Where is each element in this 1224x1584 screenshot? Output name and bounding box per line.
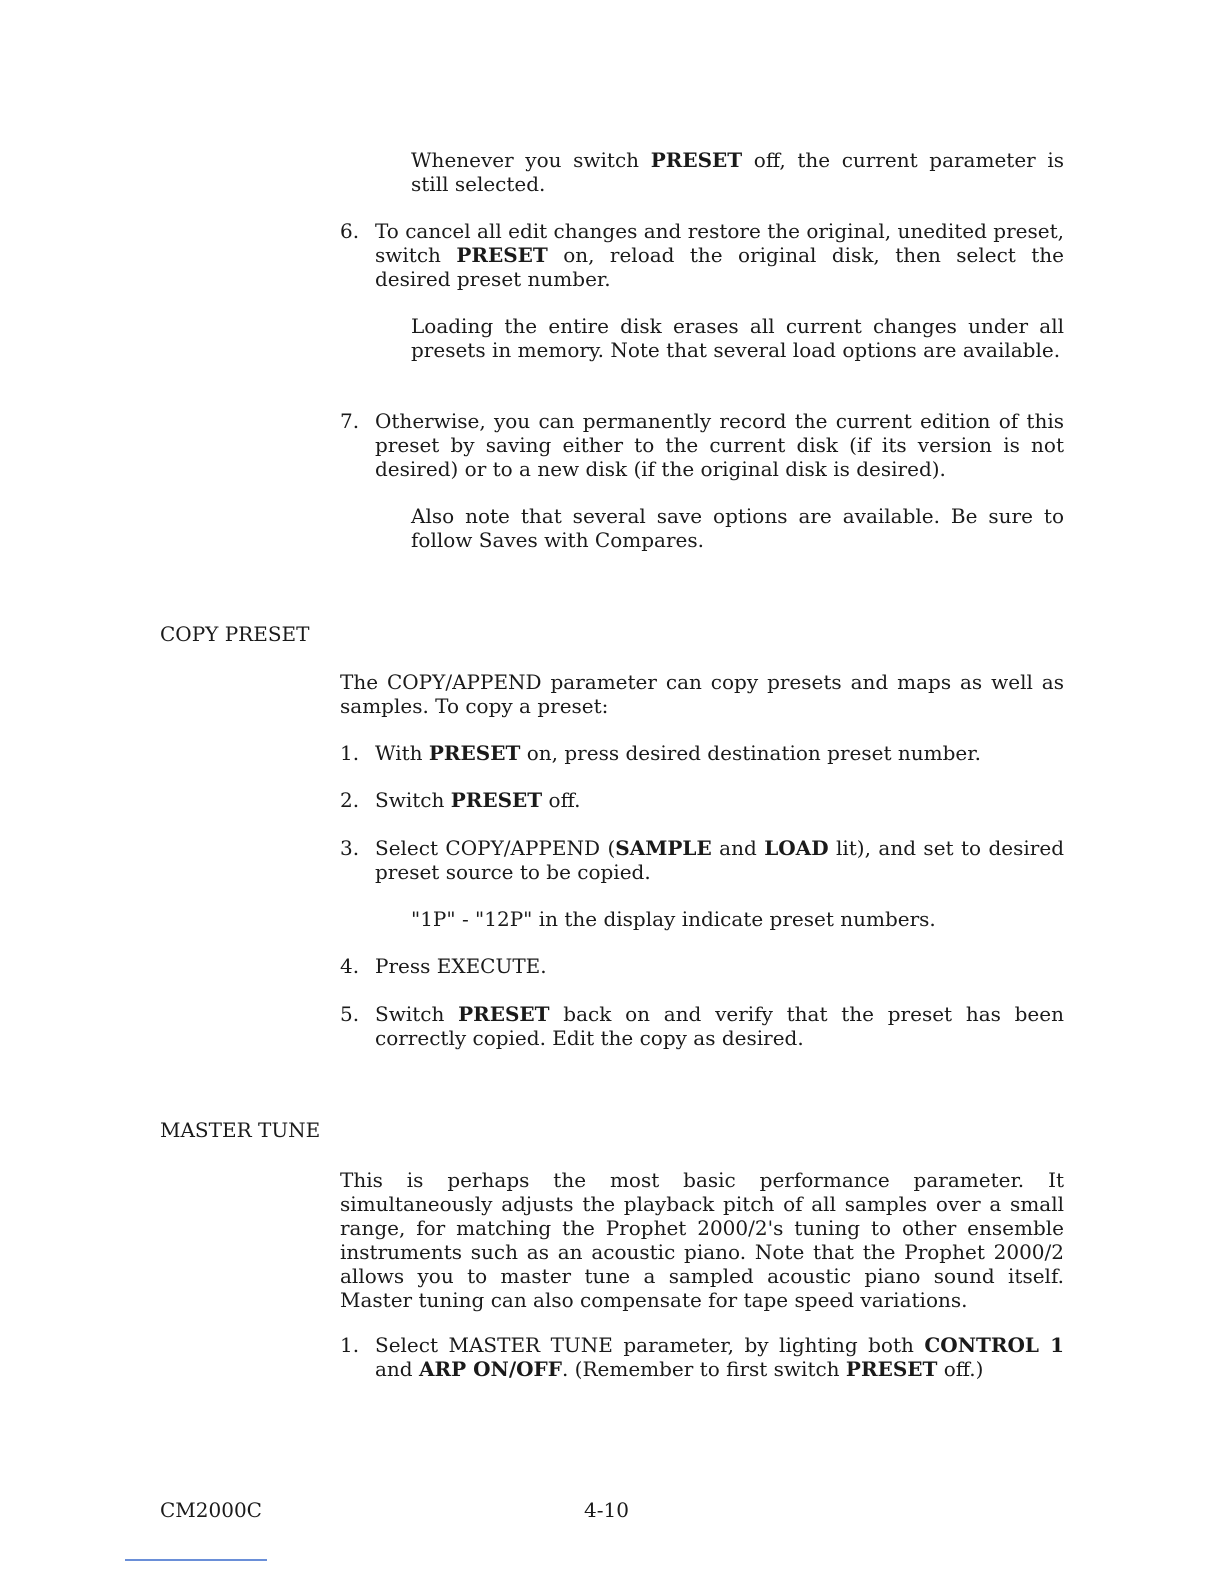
preset-key: PRESET — [428, 741, 521, 765]
preset-key: PRESET — [650, 148, 743, 172]
preset-key: PRESET — [845, 1357, 938, 1381]
copy-step-3-note: "1P" - "12P" in the display indicate preset numbers. — [411, 907, 936, 931]
step-7-text: Otherwise, you can permanently record the current edition of this preset by saving either to the current disk (if its version is not desired) or to a new disk (if the original disk is desired). — [375, 409, 1064, 481]
master-tune-step-1 — [375, 1333, 1064, 1381]
step-7-note: Also note that several save options are available. Be sure to follow Saves with Compares. — [411, 504, 1064, 552]
control-1-key: CONTROL 1 — [924, 1333, 1064, 1357]
section-heading-master-tune: MASTER TUNE — [160, 1118, 321, 1142]
copy-step-3-pre: Select COPY/APPEND ( — [375, 836, 616, 860]
copy-step-1-post: on, press desired destination preset number. — [520, 741, 981, 765]
arp-on-off-key: ARP ON/OFF — [418, 1357, 562, 1381]
copy-step-5-pre: Switch — [375, 1002, 459, 1026]
step-number: 3. — [340, 836, 360, 860]
step-number: 1. — [340, 741, 360, 765]
load-key: LOAD — [764, 836, 829, 860]
preset-key: PRESET — [456, 243, 548, 267]
step-6-text — [375, 219, 1064, 291]
copy-step-4: Press EXECUTE. — [375, 954, 547, 978]
master-step-1-post: off.) — [937, 1357, 984, 1381]
copy-step-2-post: off. — [542, 788, 581, 812]
intro-note-text: Whenever you switch — [411, 148, 651, 172]
step-number: 2. — [340, 788, 360, 812]
preset-key: PRESET — [458, 1002, 550, 1026]
copy-step-5-post: back on and verify that the preset has been correctly copied. Edit the copy as desired. — [375, 1002, 1064, 1050]
step-number: 1. — [340, 1333, 360, 1357]
step-6-note: Loading the entire disk erases all current changes under all presets in memory. Note that several load options are available. — [411, 314, 1064, 362]
copy-step-3 — [375, 836, 1064, 884]
copy-step-3-post: lit), and set to desired preset source to be copied. — [375, 836, 1064, 884]
step-6-pre: To cancel all edit changes and restore the original, unedited preset, switch — [375, 219, 1064, 267]
copy-step-2-pre: Switch — [375, 788, 451, 812]
step-number: 7. — [340, 409, 360, 433]
copy-step-1 — [375, 741, 1064, 765]
page-number: 4-10 — [584, 1498, 629, 1522]
master-step-1-mid: and — [375, 1357, 419, 1381]
master-step-1-mid2: . (Remember to first switch — [561, 1357, 846, 1381]
copy-step-2 — [375, 788, 1064, 812]
intro-note-text-end: off, the current parameter is still selected. — [411, 148, 1064, 196]
copy-preset-intro: The COPY/APPEND parameter can copy presets and maps as well as samples. To copy a preset: — [340, 670, 1064, 718]
step-number: 5. — [340, 1002, 360, 1026]
document-id: CM2000C — [160, 1498, 262, 1522]
section-heading-copy-preset: COPY PRESET — [160, 622, 310, 646]
copy-step-5 — [375, 1002, 1064, 1050]
preset-key: PRESET — [450, 788, 543, 812]
bottom-rule — [125, 1559, 267, 1561]
step-6-post: on, reload the original disk, then select the desired preset number. — [375, 243, 1064, 291]
master-step-1-pre: Select MASTER TUNE parameter, by lighting both — [375, 1333, 925, 1357]
copy-step-3-mid: and — [711, 836, 765, 860]
sample-key: SAMPLE — [615, 836, 712, 860]
master-tune-intro: This is perhaps the most basic performance parameter. It simultaneously adjusts the playback pitch of all samples over a small range, for matching the Prophet 2000/2's tuning to other ensemble instruments such as an acoustic piano. Note that the Prophet 2000/2 allows you to master tune a sampled acoustic piano sound itself. Master tuning can also compensate for tape speed variations. — [340, 1168, 1064, 1312]
intro-note — [411, 148, 1064, 196]
step-number: 6. — [340, 219, 360, 243]
copy-step-1-pre: With — [375, 741, 429, 765]
step-number: 4. — [340, 954, 360, 978]
